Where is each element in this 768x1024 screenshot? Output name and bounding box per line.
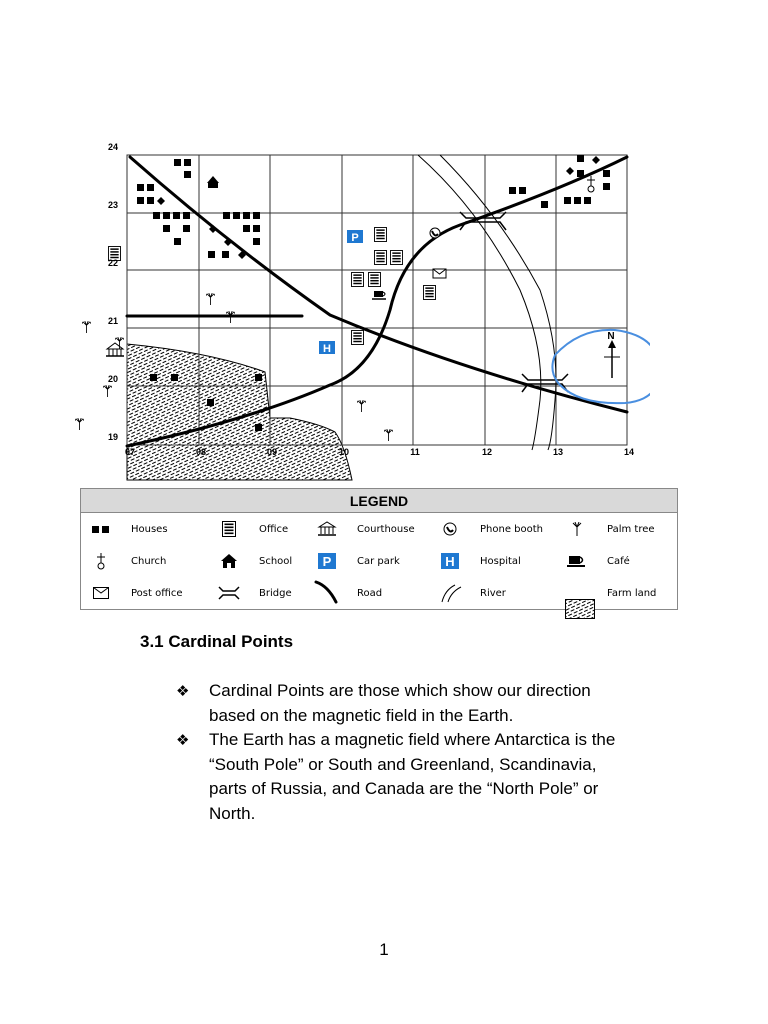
legend-label: Phone booth (480, 523, 543, 535)
grid-map (70, 130, 650, 490)
legend-item-river (430, 578, 506, 608)
school-icon (209, 546, 249, 576)
offices (108, 228, 435, 345)
x-label: 11 (410, 447, 420, 457)
legend-item-palm-tree (557, 514, 655, 544)
school-icon (207, 176, 219, 188)
y-label: 23 (108, 200, 119, 210)
list-item (176, 679, 636, 728)
legend-item-road (307, 578, 382, 608)
bullet-list (176, 679, 636, 826)
legend-item-post-office (81, 578, 183, 608)
river (418, 155, 556, 450)
legend-label: Palm tree (607, 523, 655, 535)
y-label: 21 (108, 316, 119, 326)
x-label: 10 (338, 447, 350, 457)
diamond-bullet-icon: ❖ (176, 682, 190, 700)
courthouse-icon (106, 343, 124, 356)
y-label: 24 (108, 142, 119, 152)
y-axis-labels (108, 142, 118, 442)
svg-text:H: H (323, 343, 331, 355)
bridge-icon (209, 578, 249, 608)
section-title: 3.1 Cardinal Points (140, 632, 294, 651)
cafe-icon (557, 546, 597, 576)
church-icon (587, 176, 595, 192)
legend-label: School (259, 555, 293, 567)
page-number: 1 (379, 940, 389, 959)
car-park-icon (347, 230, 363, 244)
farm-land-area (124, 344, 352, 480)
courthouse-icon (307, 514, 347, 544)
svg-text:P: P (322, 554, 332, 569)
y-label: 20 (108, 374, 119, 384)
post-office-icon (81, 578, 121, 608)
legend-item-church (81, 546, 166, 576)
legend-item-school (209, 546, 292, 576)
houses-icon (81, 514, 121, 544)
north-label: N (607, 331, 615, 342)
legend-title: LEGEND (80, 488, 678, 513)
bullet-text: The Earth has a magnetic field where Antarctica is the “South Pole” or South and Greenland, Scandinavia, parts of Russia, and Canada are the “North Pole” or North. (209, 730, 616, 823)
legend-label: Bridge (259, 587, 292, 599)
legend-label: Post office (131, 587, 183, 599)
office-icon (209, 514, 249, 544)
svg-text:H: H (445, 554, 455, 569)
river-icon (430, 578, 470, 608)
legend-item-phone-booth (430, 514, 543, 544)
diamond-bullet-icon: ❖ (176, 731, 190, 749)
annotation-circle (552, 330, 650, 403)
diamonds (157, 156, 600, 259)
legend-item-office (209, 514, 288, 544)
legend-label: Church (131, 555, 167, 567)
hospital-icon (319, 341, 335, 355)
palm-tree-icon (557, 514, 597, 544)
road-icon (307, 578, 347, 608)
car-park-icon (307, 546, 347, 576)
north-arrow-icon (604, 331, 620, 378)
bullet-text: Cardinal Points are those which show our direction based on the magnetic field in the Earth. (209, 681, 591, 725)
legend (80, 488, 678, 609)
legend-label: Courthouse (357, 523, 415, 535)
legend-label: Houses (131, 523, 168, 535)
legend-label: River (480, 587, 506, 599)
legend-label: Farm land (607, 587, 657, 599)
post-office-icon (433, 269, 446, 278)
legend-body (80, 512, 678, 610)
farm-land-swatch (565, 599, 595, 619)
y-label: 19 (108, 432, 119, 442)
phone-booth-icon (430, 514, 470, 544)
legend-label: Car park (357, 555, 400, 567)
legend-item-houses (81, 514, 168, 544)
list-item (176, 728, 636, 826)
legend-label: Café (607, 555, 630, 567)
x-label: 07 (124, 447, 136, 457)
svg-text:P: P (351, 232, 359, 244)
legend-item-bridge (209, 578, 292, 608)
x-label: 14 (623, 447, 635, 457)
cafe-icon (372, 291, 386, 299)
x-label: 13 (552, 447, 564, 457)
legend-item-courthouse (307, 514, 415, 544)
legend-label: Road (357, 587, 383, 599)
x-label: 08 (195, 447, 207, 457)
x-label: 09 (266, 447, 278, 457)
y-label: 22 (108, 258, 119, 268)
hospital-icon (430, 546, 470, 576)
phone-booth-icon (430, 228, 440, 238)
x-axis-labels (125, 447, 634, 457)
legend-item-hospital (430, 546, 521, 576)
legend-item-cafe (557, 546, 630, 576)
church-icon (81, 546, 121, 576)
legend-item-car-park (307, 546, 400, 576)
legend-label: Office (259, 523, 289, 535)
legend-label: Hospital (480, 555, 521, 567)
x-label: 12 (481, 447, 493, 457)
